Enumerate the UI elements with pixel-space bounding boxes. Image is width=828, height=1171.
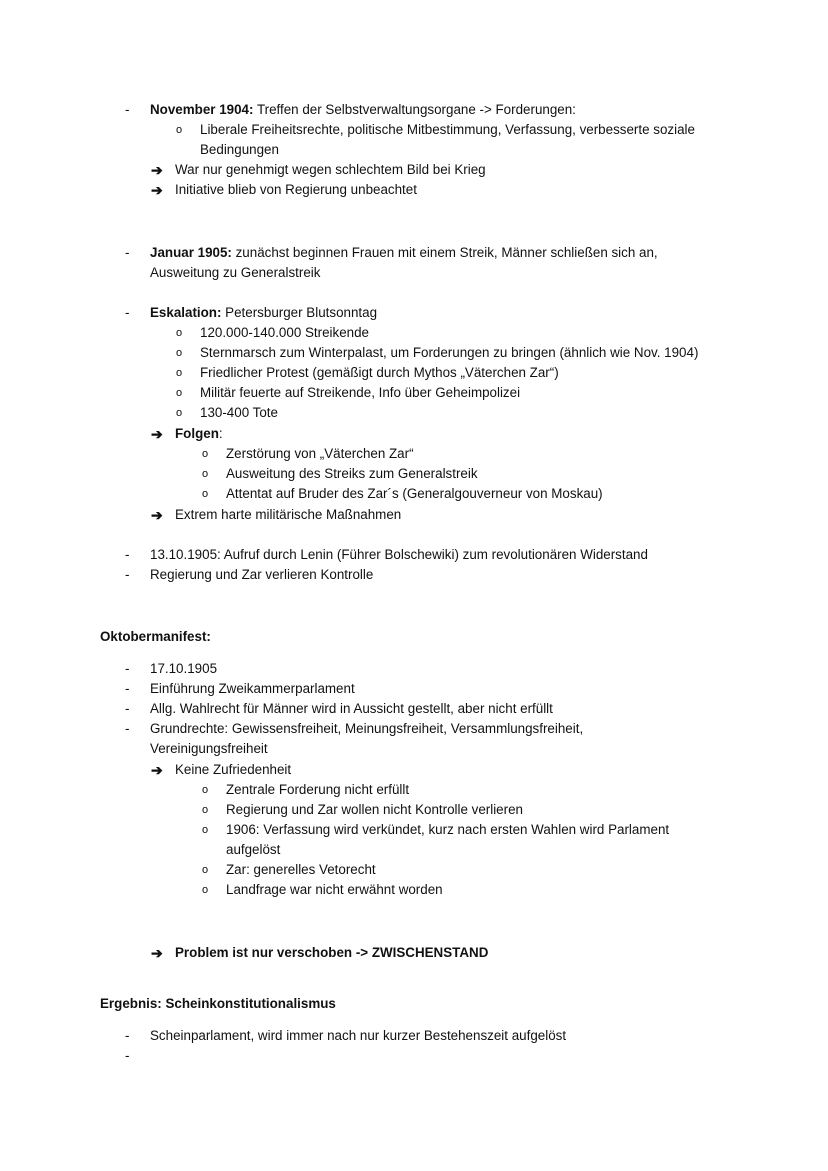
list-item: Sternmarsch zum Winterpalast, um Forderungen zu bringen (ähnlich wie Nov. 1904) xyxy=(200,345,699,360)
dash-bullet: - xyxy=(125,701,130,716)
circle-bullet: o xyxy=(202,468,209,480)
list-item-cont: Vereinigungsfreiheit xyxy=(150,741,268,756)
item-label: November 1904: xyxy=(150,102,254,117)
arrow-bullet-icon: ➔ xyxy=(151,507,163,523)
circle-bullet: o xyxy=(202,884,209,896)
list-item-cont: Bedingungen xyxy=(200,142,279,157)
list-item: Grundrechte: Gewissensfreiheit, Meinungsfreiheit, Versammlungsfreiheit, xyxy=(150,721,584,736)
dash-bullet: - xyxy=(125,1048,130,1063)
list-item: Friedlicher Protest (gemäßigt durch Mythos „Väterchen Zar“) xyxy=(200,365,559,380)
list-item xyxy=(150,243,658,263)
circle-bullet: o xyxy=(202,804,209,816)
list-item: 1906: Verfassung wird verkündet, kurz nach ersten Wahlen wird Parlament xyxy=(226,822,670,837)
dash-bullet: - xyxy=(125,547,130,562)
list-item: Militär feuerte auf Streikende, Info über Geheimpolizei xyxy=(200,385,521,400)
list-item: 13.10.1905: Aufruf durch Lenin (Führer Bolschewiki) zum revolutionären Widerstand xyxy=(150,547,648,562)
list-item: 17.10.1905 xyxy=(150,661,218,676)
arrow-bullet-icon: ➔ xyxy=(151,945,163,961)
list-item: Zentrale Forderung nicht erfüllt xyxy=(226,782,410,797)
item-text: Treffen der Selbstverwaltungsorgane -> Forderungen: xyxy=(253,102,576,117)
list-item: Regierung und Zar verlieren Kontrolle xyxy=(150,567,374,582)
item-text: Petersburger Blutsonntag xyxy=(221,305,378,320)
list-item: Extrem harte militärische Maßnahmen xyxy=(175,507,402,522)
list-item xyxy=(150,100,576,120)
section-heading: Oktobermanifest: xyxy=(100,629,211,644)
dash-bullet: - xyxy=(125,681,130,696)
item-text: zunächst beginnen Frauen mit einem Streik, Männer schließen sich an, xyxy=(231,245,658,260)
circle-bullet: o xyxy=(202,824,209,836)
list-item: Zerstörung von „Väterchen Zar“ xyxy=(226,446,414,461)
circle-bullet: o xyxy=(176,347,183,359)
list-item: Zar: generelles Vetorecht xyxy=(226,862,376,877)
list-item: Initiative blieb von Regierung unbeachtet xyxy=(175,182,417,197)
dash-bullet: - xyxy=(125,102,130,117)
circle-bullet: o xyxy=(176,367,183,379)
item-label: Eskalation: xyxy=(150,305,222,320)
list-item: Allg. Wahlrecht für Männer wird in Aussicht gestellt, aber nicht erfüllt xyxy=(150,701,553,716)
dash-bullet: - xyxy=(125,721,130,736)
conclusion-item: Problem ist nur verschoben -> ZWISCHENSTAND xyxy=(175,945,489,960)
list-item-cont: aufgelöst xyxy=(226,842,281,857)
arrow-bullet-icon: ➔ xyxy=(151,182,163,198)
list-item: 120.000-140.000 Streikende xyxy=(200,325,370,340)
circle-bullet: o xyxy=(202,864,209,876)
list-item: Einführung Zweikammerparlament xyxy=(150,681,355,696)
circle-bullet: o xyxy=(176,327,183,339)
list-item: Regierung und Zar wollen nicht Kontrolle verlieren xyxy=(226,802,523,817)
dash-bullet: - xyxy=(125,661,130,676)
list-item-cont: Ausweitung zu Generalstreik xyxy=(150,265,321,280)
list-item: Landfrage war nicht erwähnt worden xyxy=(226,882,443,897)
arrow-bullet-icon: ➔ xyxy=(151,162,163,178)
arrow-bullet-icon: ➔ xyxy=(151,762,163,778)
list-item: Attentat auf Bruder des Zar´s (Generalgouverneur von Moskau) xyxy=(226,486,603,501)
circle-bullet: o xyxy=(176,387,183,399)
dash-bullet: - xyxy=(125,1028,130,1043)
list-item: Ausweitung des Streiks zum Generalstreik xyxy=(226,466,478,481)
section-heading: Ergebnis: Scheinkonstitutionalismus xyxy=(100,996,336,1011)
dash-bullet: - xyxy=(125,305,130,320)
list-item: Liberale Freiheitsrechte, politische Mitbestimmung, Verfassung, verbesserte soziale xyxy=(200,122,695,137)
list-item xyxy=(150,303,377,323)
list-item: War nur genehmigt wegen schlechtem Bild bei Krieg xyxy=(175,162,486,177)
circle-bullet: o xyxy=(176,407,183,419)
item-label: Januar 1905: xyxy=(150,245,232,260)
item-text: : xyxy=(218,426,223,441)
list-item xyxy=(175,424,223,444)
circle-bullet: o xyxy=(176,124,183,136)
dash-bullet: - xyxy=(125,567,130,582)
list-item: Scheinparlament, wird immer nach nur kurzer Bestehenszeit aufgelöst xyxy=(150,1028,567,1043)
circle-bullet: o xyxy=(202,448,209,460)
list-item: Keine Zufriedenheit xyxy=(175,762,292,777)
dash-bullet: - xyxy=(125,245,130,260)
list-item: 130-400 Tote xyxy=(200,405,278,420)
circle-bullet: o xyxy=(202,488,209,500)
arrow-bullet-icon: ➔ xyxy=(151,426,163,442)
circle-bullet: o xyxy=(202,784,209,796)
item-label: Folgen xyxy=(175,426,219,441)
